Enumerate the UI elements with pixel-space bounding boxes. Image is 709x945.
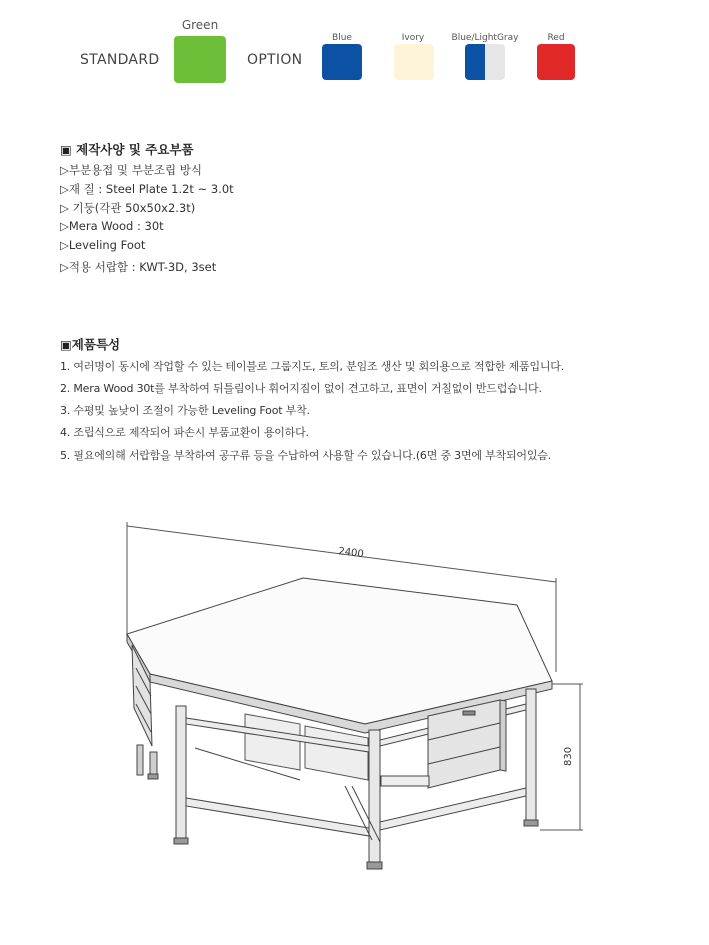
option-color-name-blue-lightgray: Blue/LightGray <box>451 33 519 43</box>
option-swatch-blue <box>322 44 362 80</box>
feature-item: 2. Mera Wood 30t를 부착하여 뒤틀림이나 휘어지짐이 없이 견고하고, 표면이 거칠없이 반드럽습니다. <box>60 382 542 395</box>
standard-color-swatch <box>174 36 226 83</box>
table-drawing <box>0 510 709 890</box>
spec-item: ▷ 기둥(각관 50x50x2.3t) <box>60 201 196 215</box>
front-left-leg <box>174 706 188 844</box>
feature-item: 3. 수평및 높낮이 조절이 가능한 Leveling Foot 부착. <box>60 404 310 417</box>
spec-title: ▣ 제작사양 및 주요부품 <box>60 142 194 157</box>
standard-label: STANDARD <box>80 52 160 68</box>
width-dimension-label: 2400 <box>337 546 365 561</box>
option-swatch-blue-half <box>465 44 485 80</box>
option-swatch-red <box>537 44 575 80</box>
spec-item: ▷Mera Wood : 30t <box>60 219 164 233</box>
option-color-name-ivory: Ivory <box>401 33 425 43</box>
option-swatch-lightgray-half <box>485 44 505 80</box>
feature-item: 4. 조립식으로 제작되어 파손시 부품교환이 용이하다. <box>60 426 309 439</box>
spec-item: ▷Leveling Foot <box>60 238 146 252</box>
spec-item: ▷적용 서랍함 : KWT-3D, 3set <box>60 260 217 274</box>
option-swatch-ivory <box>394 44 434 80</box>
height-dimension-line <box>540 684 583 830</box>
option-swatch-blue-lightgray <box>465 44 505 80</box>
standard-color-name: Green <box>181 18 219 32</box>
feature-item: 1. 여러명이 동시에 작업할 수 있는 테이블로 그룹지도, 토의, 분임조 생산 및 회의용으로 적합한 제품입니다. <box>60 360 565 373</box>
spec-item: ▷재 질 : Steel Plate 1.2t ~ 3.0t <box>60 182 234 196</box>
option-color-name-blue: Blue <box>332 33 352 43</box>
spec-item: ▷부분용접 및 부분조립 방식 <box>60 163 203 177</box>
features-title: ▣제품특성 <box>60 337 121 352</box>
height-dimension-label: 830 <box>563 746 574 766</box>
option-label: OPTION <box>247 52 303 68</box>
option-color-name-red: Red <box>547 33 565 43</box>
feature-item: 5. 필요에의해 서랍함을 부착하여 공구류 등을 수납하여 사용할 수 있습니다.(6면 중 3면에 부착되어있슴. <box>60 449 551 462</box>
